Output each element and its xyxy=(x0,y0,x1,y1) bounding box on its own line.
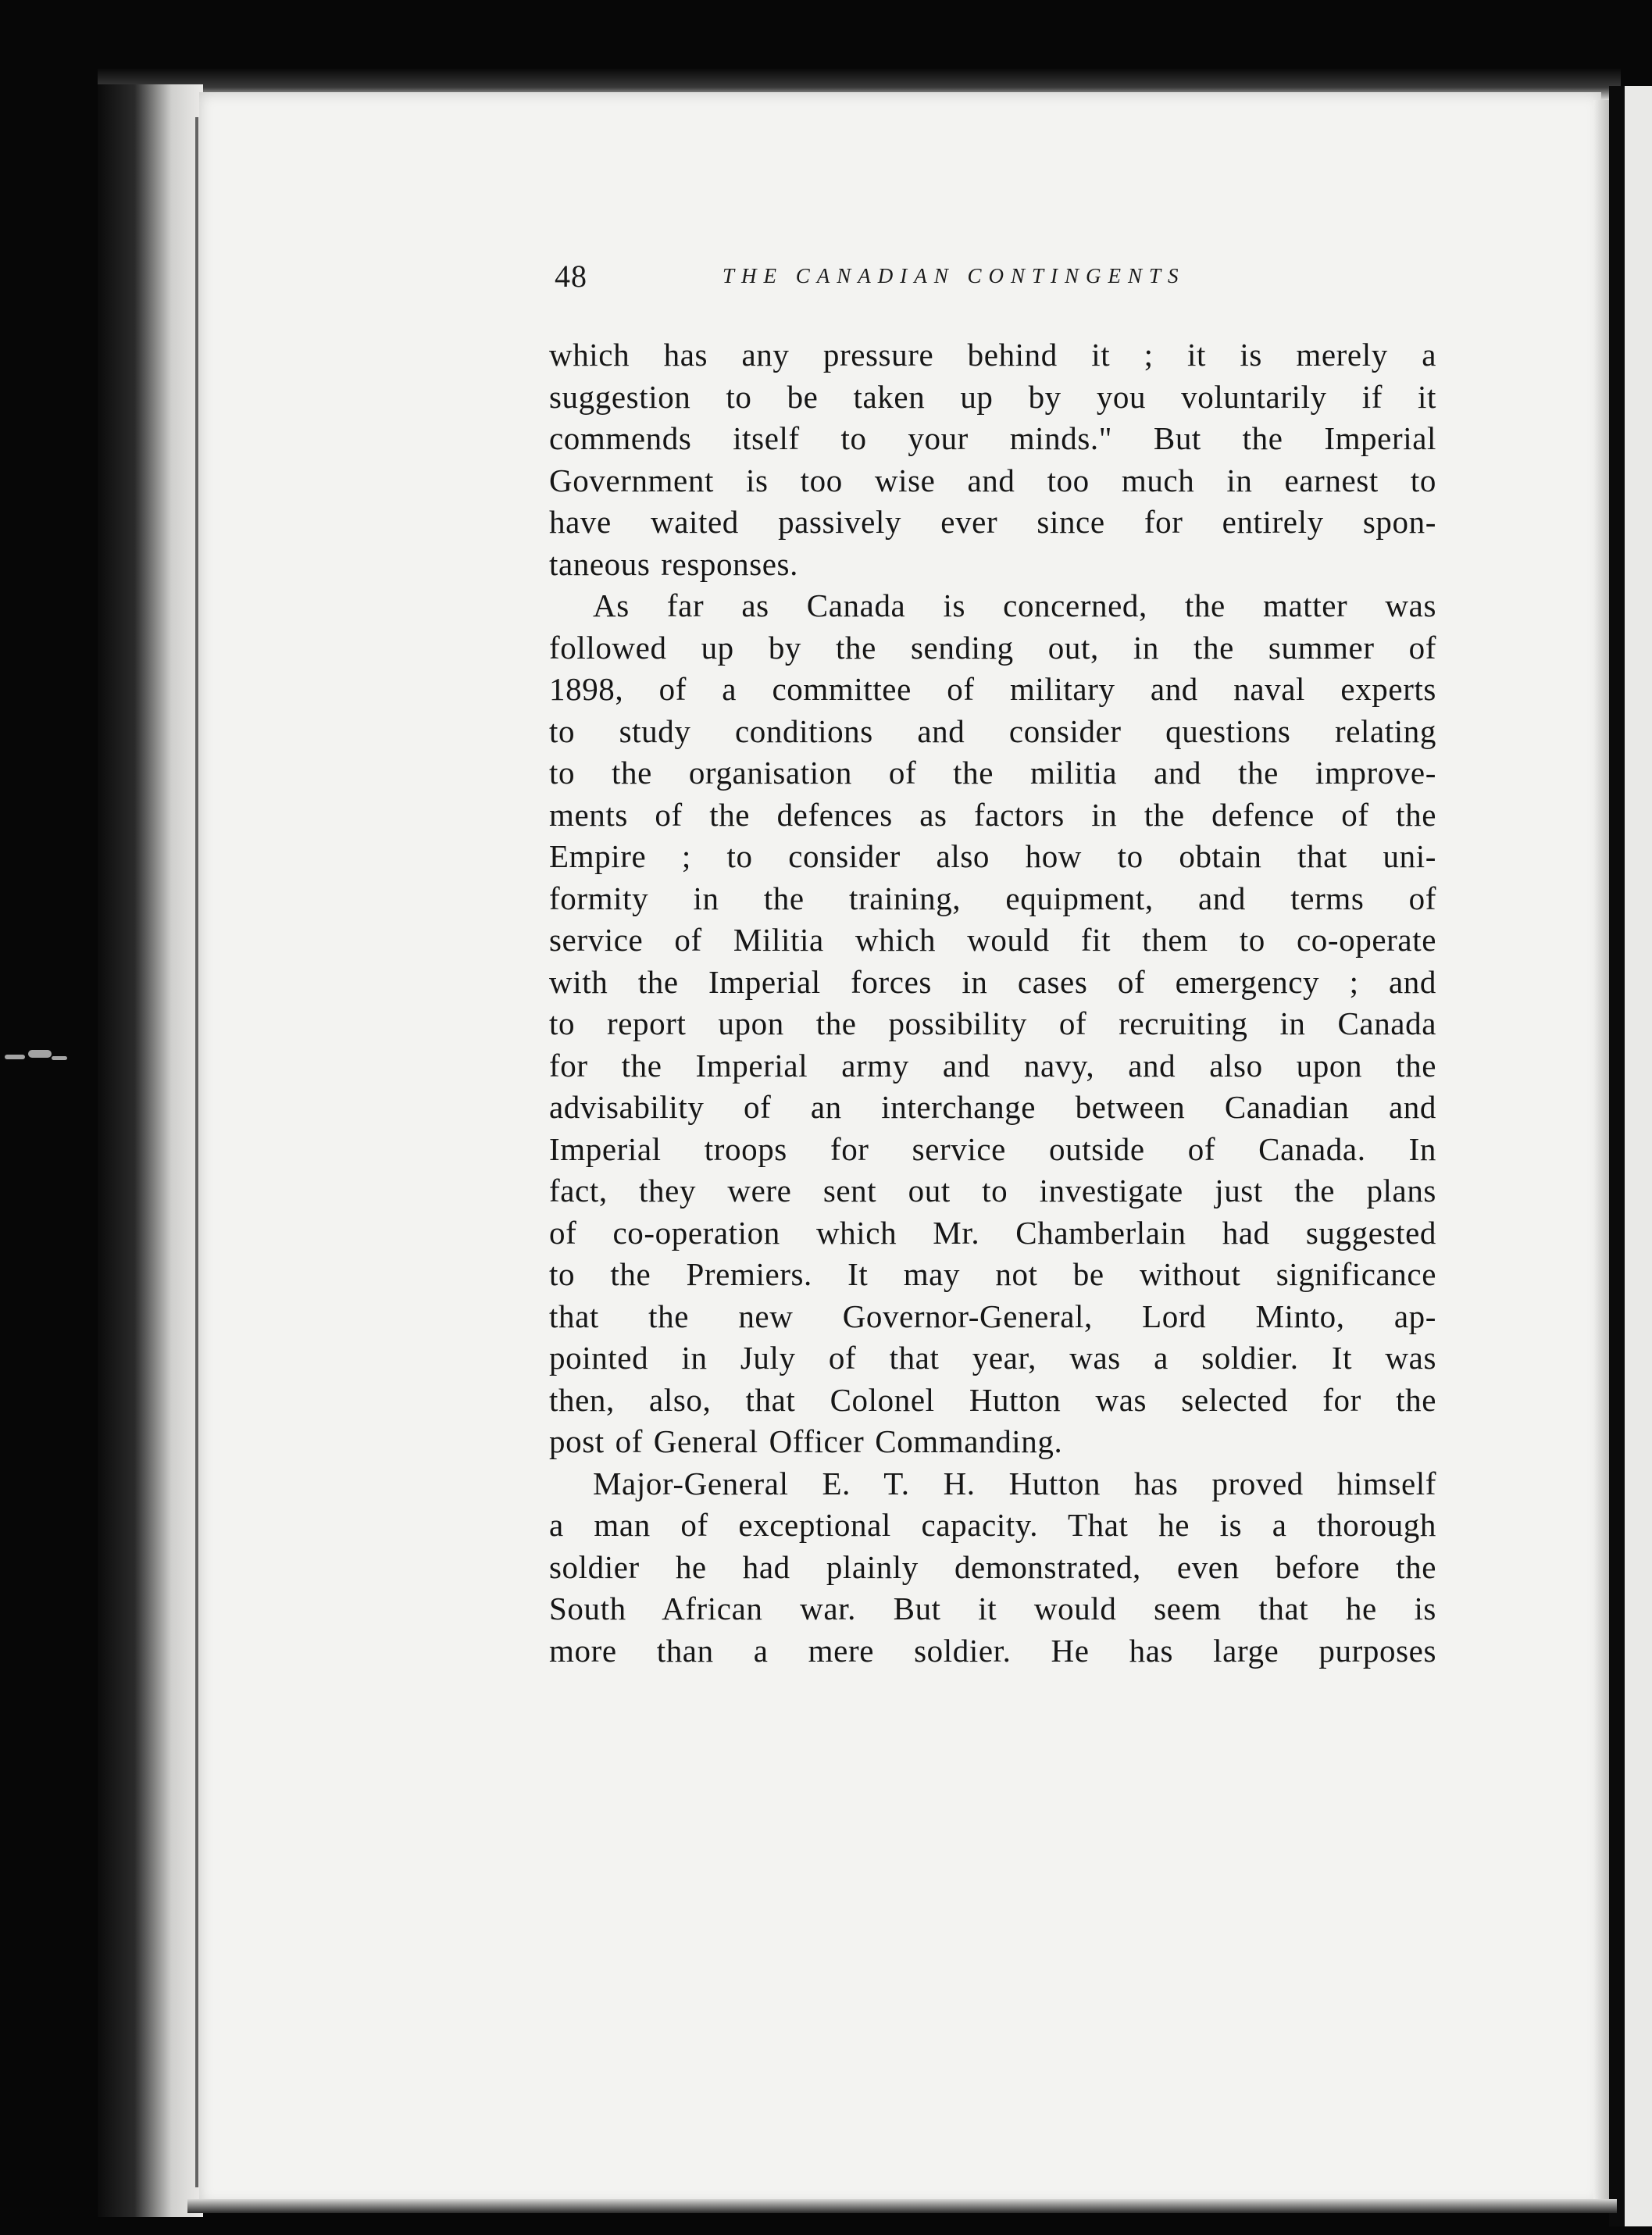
text-line: to the Premiers. It may not be without significance xyxy=(549,1256,1436,1292)
text-line: Major-General E. T. H. Hutton has proved himself xyxy=(593,1465,1436,1501)
text-line: which has any pressure behind it ; it is merely a xyxy=(549,337,1436,373)
text-line: pointed in July of that year, was a soldier. It was xyxy=(549,1340,1436,1376)
text-line: to the organisation of the militia and the improve- xyxy=(549,755,1436,791)
text-line: to report upon the possibility of recruiting in Canada xyxy=(549,1005,1436,1041)
text-line: have waited passively ever since for entirely spon- xyxy=(549,504,1436,540)
page-header xyxy=(555,258,1429,312)
running-head: THE CANADIAN CONTINGENTS xyxy=(723,264,1186,287)
facing-page-edge xyxy=(1625,86,1652,2226)
scan-smudge xyxy=(0,1047,74,1067)
text-line: Government is too wise and too much in earnest to xyxy=(549,462,1436,498)
text-line: South African war. But it would seem that he is xyxy=(549,1591,1436,1626)
body-text xyxy=(549,334,1436,1672)
text-line: to study conditions and consider questions relating xyxy=(549,712,1436,749)
page-number: 48 xyxy=(555,259,587,294)
text-line: followed up by the sending out, in the summer of xyxy=(549,629,1436,666)
text-line: commends itself to your minds." But the Imperial xyxy=(549,420,1436,456)
text-line: then, also, that Colonel Hutton was selected for the xyxy=(549,1381,1436,1418)
text-line: Imperial troops for service outside of Canada. In xyxy=(549,1130,1436,1167)
text-line: As far as Canada is concerned, the matter was xyxy=(593,587,1436,623)
page-left-edge xyxy=(98,84,203,2217)
text-line: that the new Governor-General, Lord Minto, ap- xyxy=(549,1298,1436,1334)
text-line: of co-operation which Mr. Chamberlain had suggested xyxy=(549,1214,1436,1251)
text-line: more than a mere soldier. He has large purposes xyxy=(549,1632,1436,1669)
text-line: fact, they were sent out to investigate just the plans xyxy=(549,1173,1436,1209)
text-line: post of General Officer Commanding. xyxy=(549,1423,1063,1459)
text-line: for the Imperial army and navy, and also upon the xyxy=(549,1047,1436,1084)
page-right-edge xyxy=(1593,100,1609,2201)
text-line: service of Militia which would fit them to co-operate xyxy=(549,922,1436,958)
text-line: a man of exceptional capacity. That he is a thorough xyxy=(549,1507,1436,1543)
page-left-crease xyxy=(195,117,198,2187)
page-bottom-edge xyxy=(187,2199,1617,2213)
text-line: 1898, of a committee of military and naval experts xyxy=(549,671,1436,707)
text-line: ments of the defences as factors in the defence of the xyxy=(549,796,1436,833)
text-line: suggestion to be taken up by you voluntarily if it xyxy=(549,378,1436,415)
binding-gap xyxy=(1609,86,1625,2226)
text-line: formity in the training, equipment, and terms of xyxy=(549,880,1436,916)
text-line: soldier he had plainly demonstrated, even before the xyxy=(549,1548,1436,1585)
text-line: advisability of an interchange between Canadian and xyxy=(549,1089,1436,1125)
text-line: Empire ; to consider also how to obtain that uni- xyxy=(549,838,1436,874)
text-line: taneous responses. xyxy=(549,545,798,582)
text-line: with the Imperial forces in cases of emergency ; and xyxy=(549,963,1436,1000)
